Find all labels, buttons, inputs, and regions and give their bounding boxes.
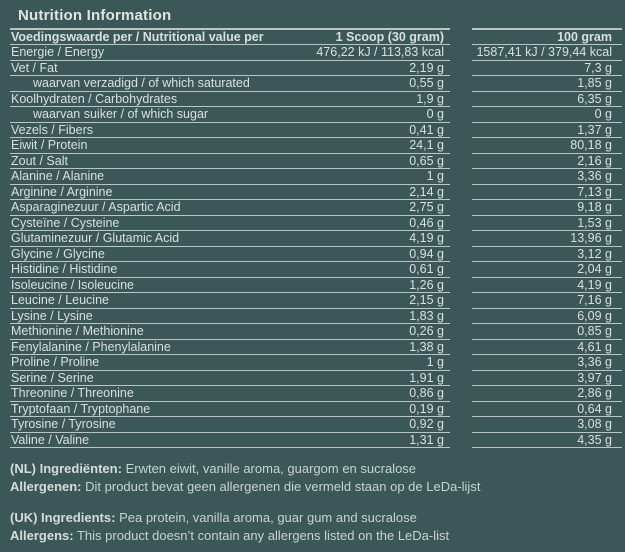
row-label: Asparaginezuur / Aspartic Acid xyxy=(10,200,290,216)
row-value-scoop: 0,94 g xyxy=(290,247,450,263)
table-row xyxy=(10,402,622,418)
row-label: Serine / Serine xyxy=(10,371,290,387)
row-value-100g: 4,19 g xyxy=(472,278,622,294)
row-label: Proline / Proline xyxy=(10,355,290,371)
row-column-gap xyxy=(450,247,472,263)
row-label: Methionine / Methionine xyxy=(10,324,290,340)
row-value-100g: 2,86 g xyxy=(472,386,622,402)
table-row xyxy=(10,386,622,402)
row-label: Fenylalanine / Phenylalanine xyxy=(10,340,290,356)
row-column-gap xyxy=(450,371,472,387)
row-label: Histidine / Histidine xyxy=(10,262,290,278)
row-label: Isoleucine / Isoleucine xyxy=(10,278,290,294)
row-value-scoop: 1 g xyxy=(290,355,450,371)
nl-allergens-line xyxy=(10,478,625,496)
row-label: Threonine / Threonine xyxy=(10,386,290,402)
row-value-scoop: 0,41 g xyxy=(290,123,450,139)
row-column-gap xyxy=(450,433,472,449)
row-value-scoop: 0,46 g xyxy=(290,216,450,232)
row-value-scoop: 0,86 g xyxy=(290,386,450,402)
header-scoop-column: 1 Scoop (30 gram) xyxy=(290,28,450,45)
table-row xyxy=(10,169,622,185)
row-label: Arginine / Arginine xyxy=(10,185,290,201)
table-row xyxy=(10,417,622,433)
row-value-100g: 2,16 g xyxy=(472,154,622,170)
row-value-scoop: 0 g xyxy=(290,107,450,123)
row-label: Tyrosine / Tyrosine xyxy=(10,417,290,433)
row-value-scoop: 0,19 g xyxy=(290,402,450,418)
row-label: Eiwit / Protein xyxy=(10,138,290,154)
row-label: Zout / Salt xyxy=(10,154,290,170)
row-value-scoop: 1,9 g xyxy=(290,92,450,108)
row-value-scoop: 476,22 kJ / 113,83 kcal xyxy=(290,45,450,61)
row-value-100g: 2,04 g xyxy=(472,262,622,278)
row-column-gap xyxy=(450,45,472,61)
table-row xyxy=(10,278,622,294)
table-row xyxy=(10,61,622,77)
row-column-gap xyxy=(450,61,472,77)
row-column-gap xyxy=(450,76,472,92)
row-column-gap xyxy=(450,309,472,325)
uk-allergens-label: Allergens: xyxy=(10,527,74,543)
nl-ingredients-label: (NL) Ingrediënten: xyxy=(10,461,122,476)
uk-ingredients-line xyxy=(10,509,625,527)
row-value-scoop: 2,14 g xyxy=(290,185,450,201)
row-value-100g: 3,08 g xyxy=(472,417,622,433)
row-label: Koolhydraten / Carbohydrates xyxy=(10,92,290,108)
uk-allergens-text: This product doesn’t contain any allergens listed on the LeDa-list xyxy=(76,527,450,543)
row-value-scoop: 1,31 g xyxy=(290,433,450,449)
row-value-scoop: 2,19 g xyxy=(290,61,450,77)
row-value-100g: 6,09 g xyxy=(472,309,622,325)
row-value-100g: 80,18 g xyxy=(472,138,622,154)
row-column-gap xyxy=(450,293,472,309)
page-title: Nutrition Information xyxy=(18,7,172,24)
header-label: Voedingswaarde per / Nutritional value per xyxy=(10,28,290,45)
header-column-gap xyxy=(450,28,472,45)
row-label: Leucine / Leucine xyxy=(10,293,290,309)
row-label: Energie / Energy xyxy=(10,45,290,61)
row-value-scoop: 1,38 g xyxy=(290,340,450,356)
row-value-scoop: 0,55 g xyxy=(290,76,450,92)
row-label: Vezels / Fibers xyxy=(10,123,290,139)
row-label: Glycine / Glycine xyxy=(10,247,290,263)
row-value-scoop: 0,61 g xyxy=(290,262,450,278)
row-value-100g: 1,37 g xyxy=(472,123,622,139)
table-row xyxy=(10,123,622,139)
table-row xyxy=(10,433,622,449)
row-column-gap xyxy=(450,185,472,201)
row-value-100g: 7,16 g xyxy=(472,293,622,309)
table-row xyxy=(10,355,622,371)
row-value-100g: 1,85 g xyxy=(472,76,622,92)
table-row xyxy=(10,200,622,216)
row-label: Valine / Valine xyxy=(10,433,290,449)
table-row xyxy=(10,92,622,108)
row-value-scoop: 1 g xyxy=(290,169,450,185)
row-column-gap xyxy=(450,386,472,402)
table-row xyxy=(10,309,622,325)
row-value-scoop: 0,65 g xyxy=(290,154,450,170)
ingredients-footer xyxy=(10,460,625,544)
table-row xyxy=(10,340,622,356)
row-column-gap xyxy=(450,138,472,154)
table-row xyxy=(10,138,622,154)
row-value-scoop: 4,19 g xyxy=(290,231,450,247)
row-label: Glutaminezuur / Glutamic Acid xyxy=(10,231,290,247)
table-row xyxy=(10,185,622,201)
nl-allergens-label: Allergenen: xyxy=(10,478,82,494)
uk-block xyxy=(10,509,625,544)
table-row xyxy=(10,247,622,263)
row-column-gap xyxy=(450,402,472,418)
row-column-gap xyxy=(450,355,472,371)
nutrition-table xyxy=(10,28,622,448)
row-column-gap xyxy=(450,123,472,139)
uk-ingredients-label: (UK) Ingredients: xyxy=(10,510,116,525)
nl-block xyxy=(10,460,625,495)
row-column-gap xyxy=(450,154,472,170)
row-label: Vet / Fat xyxy=(10,61,290,77)
row-label: waarvan suiker / of which sugar xyxy=(10,107,290,123)
table-header-row xyxy=(10,28,622,45)
row-value-100g: 9,18 g xyxy=(472,200,622,216)
row-column-gap xyxy=(450,340,472,356)
row-label: Lysine / Lysine xyxy=(10,309,290,325)
uk-allergens-line xyxy=(10,527,625,545)
table-row xyxy=(10,231,622,247)
table-row xyxy=(10,216,622,232)
row-column-gap xyxy=(450,216,472,232)
row-value-100g: 3,97 g xyxy=(472,371,622,387)
table-row xyxy=(10,324,622,340)
row-value-100g: 3,36 g xyxy=(472,169,622,185)
row-column-gap xyxy=(450,231,472,247)
nl-allergens-text: Dit product bevat geen allergenen die vermeld staan op de LeDa-lijst xyxy=(85,478,481,494)
row-column-gap xyxy=(450,262,472,278)
row-value-scoop: 0,26 g xyxy=(290,324,450,340)
row-column-gap xyxy=(450,278,472,294)
row-value-100g: 7,13 g xyxy=(472,185,622,201)
table-body xyxy=(10,45,622,448)
header-100g-column: 100 gram xyxy=(472,28,622,45)
nl-ingredients-text: Erwten eiwit, vanille aroma, guargom en sucralose xyxy=(125,461,417,476)
row-value-100g: 3,12 g xyxy=(472,247,622,263)
row-column-gap xyxy=(450,92,472,108)
row-value-scoop: 0,92 g xyxy=(290,417,450,433)
row-column-gap xyxy=(450,324,472,340)
table-row xyxy=(10,262,622,278)
row-value-100g: 6,35 g xyxy=(472,92,622,108)
row-value-scoop: 2,15 g xyxy=(290,293,450,309)
row-value-100g: 1,53 g xyxy=(472,216,622,232)
row-value-100g: 7,3 g xyxy=(472,61,622,77)
table-row xyxy=(10,371,622,387)
row-value-scoop: 1,91 g xyxy=(290,371,450,387)
table-row xyxy=(10,154,622,170)
table-row xyxy=(10,45,622,61)
table-row xyxy=(10,107,622,123)
row-value-100g: 3,36 g xyxy=(472,355,622,371)
row-value-100g: 4,61 g xyxy=(472,340,622,356)
row-value-100g: 4,35 g xyxy=(472,433,622,449)
row-label: Tryptofaan / Tryptophane xyxy=(10,402,290,418)
row-value-100g: 0,85 g xyxy=(472,324,622,340)
row-column-gap xyxy=(450,417,472,433)
row-label: Alanine / Alanine xyxy=(10,169,290,185)
row-column-gap xyxy=(450,169,472,185)
row-column-gap xyxy=(450,200,472,216)
row-value-scoop: 24,1 g xyxy=(290,138,450,154)
row-value-scoop: 1,26 g xyxy=(290,278,450,294)
row-value-100g: 0 g xyxy=(472,107,622,123)
row-value-100g: 1587,41 kJ / 379,44 kcal xyxy=(472,45,622,61)
row-label: Cysteïne / Cysteine xyxy=(10,216,290,232)
table-row xyxy=(10,76,622,92)
row-value-100g: 0,64 g xyxy=(472,402,622,418)
row-column-gap xyxy=(450,107,472,123)
nl-ingredients-line xyxy=(10,460,625,478)
row-value-scoop: 2,75 g xyxy=(290,200,450,216)
row-value-scoop: 1,83 g xyxy=(290,309,450,325)
row-label: waarvan verzadigd / of which saturated xyxy=(10,76,290,92)
uk-ingredients-text: Pea protein, vanilla aroma, guar gum and sucralose xyxy=(119,510,417,525)
row-value-100g: 13,96 g xyxy=(472,231,622,247)
table-row xyxy=(10,293,622,309)
